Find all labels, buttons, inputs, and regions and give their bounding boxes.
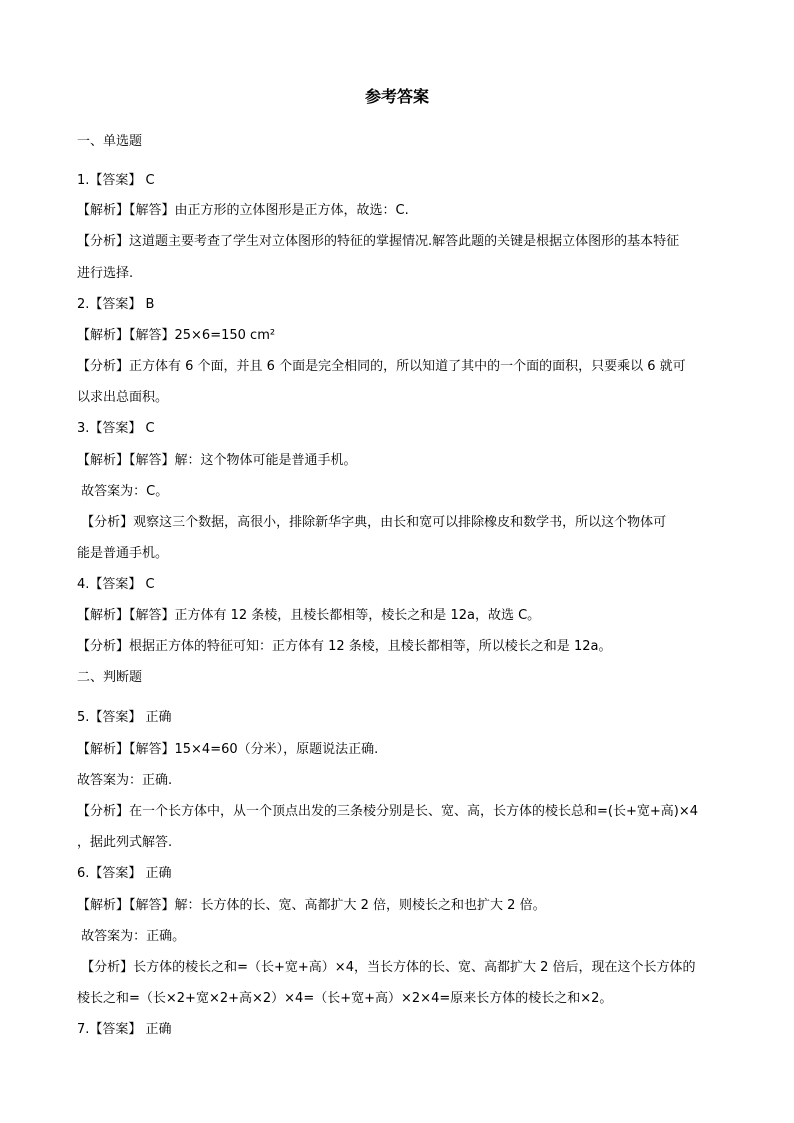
explanation-line-q1: 【解析】【解答】由正方形的立体图形是正方体，故选：C. [77,203,409,218]
answer-line-q4: 4.【答案】 C [77,577,155,592]
result-line-q5: 故答案为：正确. [77,773,173,788]
result-line-q6: 故答案为：正确。 [77,929,186,944]
analysis-line-q3-cont: 能是普通手机。 [77,546,169,561]
explanation-line-q4: 【解析】【解答】正方体有 12 条棱，且棱长都相等，棱长之和是 12a，故选 C。 [77,608,541,623]
analysis-line-q2: 【分析】正方体有 6 个面，并且 6 个面是完全相同的，所以知道了其中的一个面的面积，只要乘以 6 就可 [77,359,686,374]
page-title: 参考答案 [364,87,429,106]
answer-line-q2: 2.【答案】 B [77,297,155,312]
result-line-q3: 故答案为：C。 [77,484,169,499]
answer-line-q1: 1.【答案】 C [77,173,155,188]
analysis-line-q1-cont: 进行选择. [77,266,134,281]
explanation-line-q5: 【解析】【解答】15×4=60（分米），原题说法正确. [77,742,379,757]
analysis-line-q3: 【分析】观察这三个数据，高很小，排除新华字典，由长和宽可以排除橡皮和数学书，所以这个物体可 [77,515,667,530]
answer-line-q5: 5.【答案】 正确 [77,710,172,725]
analysis-line-q6: 【分析】长方体的棱长之和=（长+宽+高）×4，当长方体的长、宽、高都扩大 2 倍后，现在这个长方体的 [77,960,696,975]
analysis-line-q4: 【分析】根据正方体的特征可知：正方体有 12 条棱，且棱长都相等，所以棱长之和是 12a。 [77,639,612,654]
answer-line-q6: 6.【答案】 正确 [77,866,172,881]
analysis-line-q2-cont: 以求出总面积。 [77,390,169,405]
explanation-line-q2: 【解析】【解答】25×6=150 cm² [77,328,276,343]
answer-line-q3: 3.【答案】 C [77,421,155,436]
analysis-line-q5-cont: ，据此列式解答. [77,835,173,850]
explanation-line-q6: 【解析】【解答】解：长方体的长、宽、高都扩大 2 倍，则棱长之和也扩大 2 倍。 [77,898,546,913]
analysis-line-q6-cont: 棱长之和=（长×2+宽×2+高×2）×4=（长+宽+高）×2×4=原来长方体的棱长之和×2。 [77,991,613,1006]
section-heading-single-choice: 一、单选题 [77,134,143,149]
analysis-line-q5: 【分析】在一个长方体中，从一个顶点出发的三条棱分别是长、宽、高，长方体的棱长总和=(长+宽+高)×4 [77,804,698,819]
answer-line-q7: 7.【答案】 正确 [77,1022,172,1037]
explanation-line-q3: 【解析】【解答】解：这个物体可能是普通手机。 [77,453,357,468]
analysis-line-q1: 【分析】这道题主要考查了学生对立体图形的特征的掌握情况.解答此题的关键是根据立体图形的基本特征 [77,234,680,249]
section-heading-true-false: 二、判断题 [77,670,143,685]
